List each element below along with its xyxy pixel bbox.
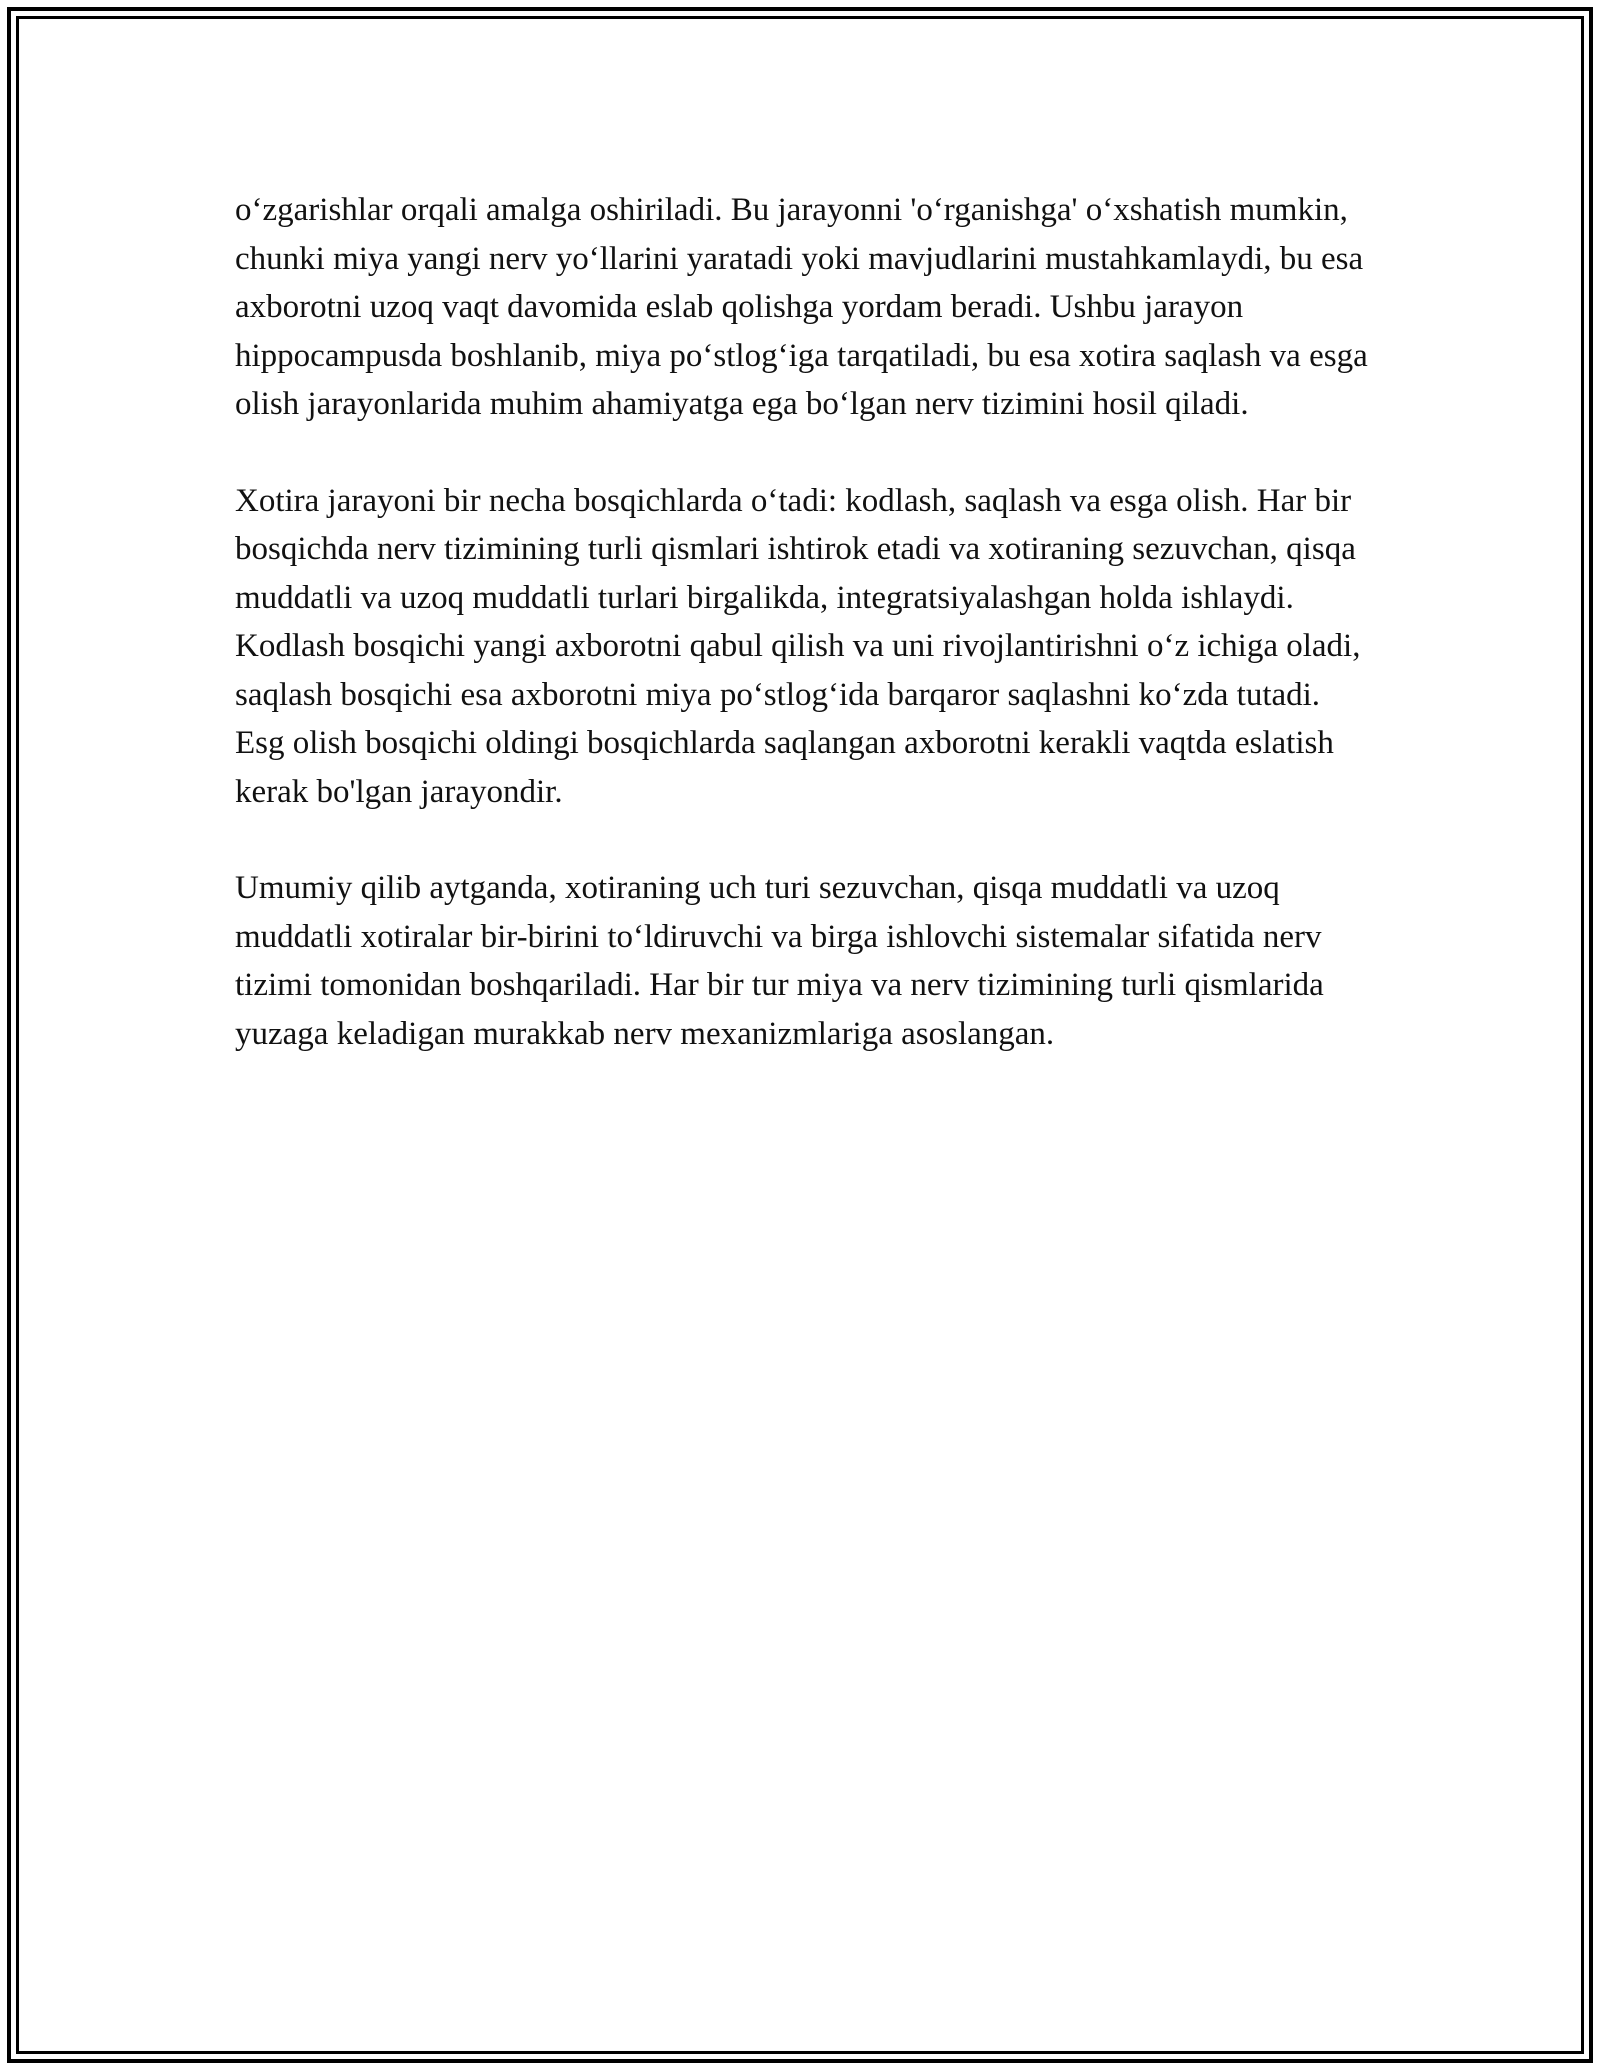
paragraph-3: Umumiy qilib aytganda, xotiraning uch turi sezuvchan, qisqa muddatli va uzoq muddatli xotiralar bir-birini to‘ldiruvchi va birga ishlovchi sistemalar sifatida nerv tizimi tomonidan boshqariladi. Har bir tur miya va nerv tizimining turli qismlarida yuzaga keladigan murakkab nerv mexanizmlariga asoslangan. bbox=[235, 870, 1324, 1052]
document-body bbox=[235, 186, 1375, 1106]
paragraph-1: o‘zgarishlar orqali amalga oshiriladi. Bu jarayonni 'o‘rganishga' o‘xshatish mumkin, chunki miya yangi nerv yo‘llarini yaratadi yoki mavjudlarini mustahkamlaydi, bu esa axborotni uzoq vaqt davomida eslab qolishga yordam beradi. Ushbu jarayon hippocampusda boshlanib, miya po‘stlog‘iga tarqatiladi, bu esa xotira saqlash va esga olish jarayonlarida muhim ahamiyatga ega bo‘lgan nerv tizimini hosil qiladi. bbox=[235, 192, 1368, 422]
paragraph-2: Xotira jarayoni bir necha bosqichlarda o‘tadi: kodlash, saqlash va esga olish. Har bir bosqichda nerv tizimining turli qismlari ishtirok etadi va xotiraning sezuvchan, qisqa muddatli va uzoq muddatli turlari birgalikda, integratsiyalashgan holda ishlaydi. Kodlash bosqichi yangi axborotni qabul qilish va uni rivojlantirishni o‘z ichiga oladi, saqlash bosqichi esa axborotni miya po‘stlog‘ida barqaror saqlashni ko‘zda tutadi. Esg olish bosqichi oldingi bosqichlarda saqlangan axborotni kerakli vaqtda eslatish kerak bo'lgan jarayondir. bbox=[235, 482, 1361, 810]
